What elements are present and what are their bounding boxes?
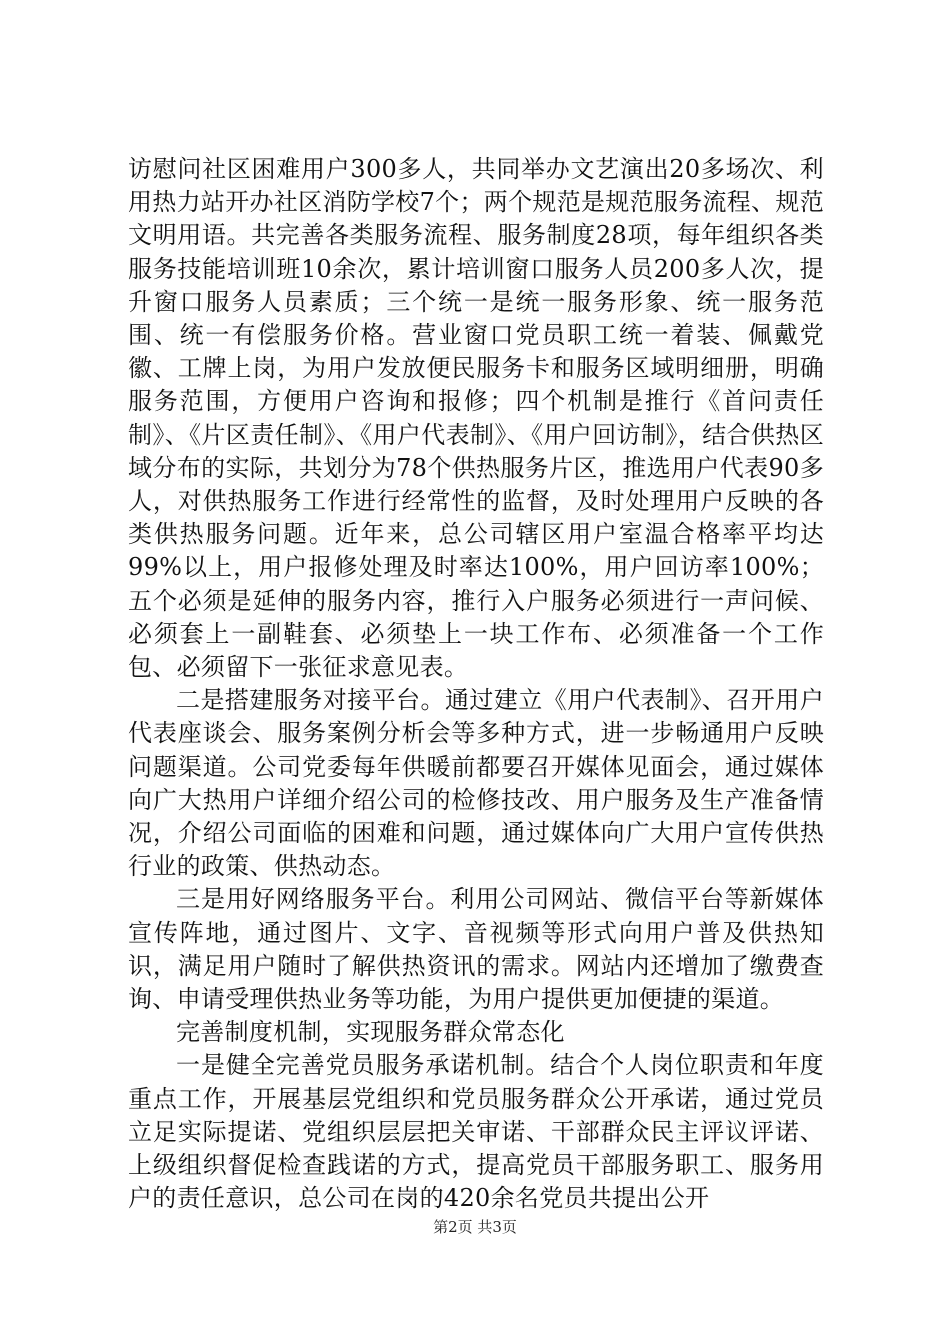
paragraph-1: 访慰问社区困难用户300多人，共同举办文艺演出20多场次、利用热力站开办社区消防学校7个；两个规范是规范服务流程、规范文明用语。共完善各类服务流程、服务制度28项，每年组织各类服务技能培训班10余次，累计培训窗口服务人员200多人次，提升窗口服务人员素质；三个统一是统一服务形象、统一服务范围、统一有偿服务价格。营业窗口党员职工统一着装、佩戴党徽、工牌上岗，为用户发放便民服务卡和服务区域明细册，明确服务范围，方便用户咨询和报修；四个机制是推行《首问责任制》、《片区责任制》、《用户代表制》、《用户回访制》，结合供热区域分布的实际，共划分为78个供热服务片区，推选用户代表90多人，对供热服务工作进行经常性的监督，及时处理用户反映的各类供热服务问题。近年来，总公司辖区用户室温合格率平均达99%以上，用户报修处理及时率达100%，用户回访率100%；五个必须是延伸的服务内容，推行入户服务必须进行一声问候、必须套上一副鞋套、必须垫上一块工作布、必须准备一个工作包、必须留下一张征求意见表。 [128,155,824,682]
section-heading: 完善制度机制，实现服务群众常态化 [176,1018,565,1047]
paragraph-2: 二是搭建服务对接平台。通过建立《用户代表制》、召开用户代表座谈会、服务案例分析会等多种方式，进一步畅通用户反映问题渠道。公司党委每年供暖前都要召开媒体见面会，通过媒体向广大热用户详细介绍公司的检修技改、用户服务及生产准备情况，介绍公司面临的困难和问题，通过媒体向广大用户宣传供热行业的政策、供热动态。 [128,686,824,881]
paragraph-3: 三是用好网络服务平台。利用公司网站、微信平台等新媒体宣传阵地，通过图片、文字、音视频等形式向用户普及供热知识，满足用户随时了解供热资讯的需求。网站内还增加了缴费查询、申请受理供热业务等功能，为用户提供更加便捷的渠道。 [128,885,824,1014]
document-body [128,153,824,1216]
paragraph-4: 一是健全完善党员服务承诺机制。结合个人岗位职责和年度重点工作，开展基层党组织和党员服务群众公开承诺，通过党员立足实际提诺、党组织层层把关审诺、干部群众民主评议评诺、上级组织督促检查践诺的方式，提高党员干部服务职工、服务用户的责任意识，总公司在岗的420余名党员共提出公开 [128,1051,824,1213]
page-number: 第2页 共3页 [433,1218,517,1236]
